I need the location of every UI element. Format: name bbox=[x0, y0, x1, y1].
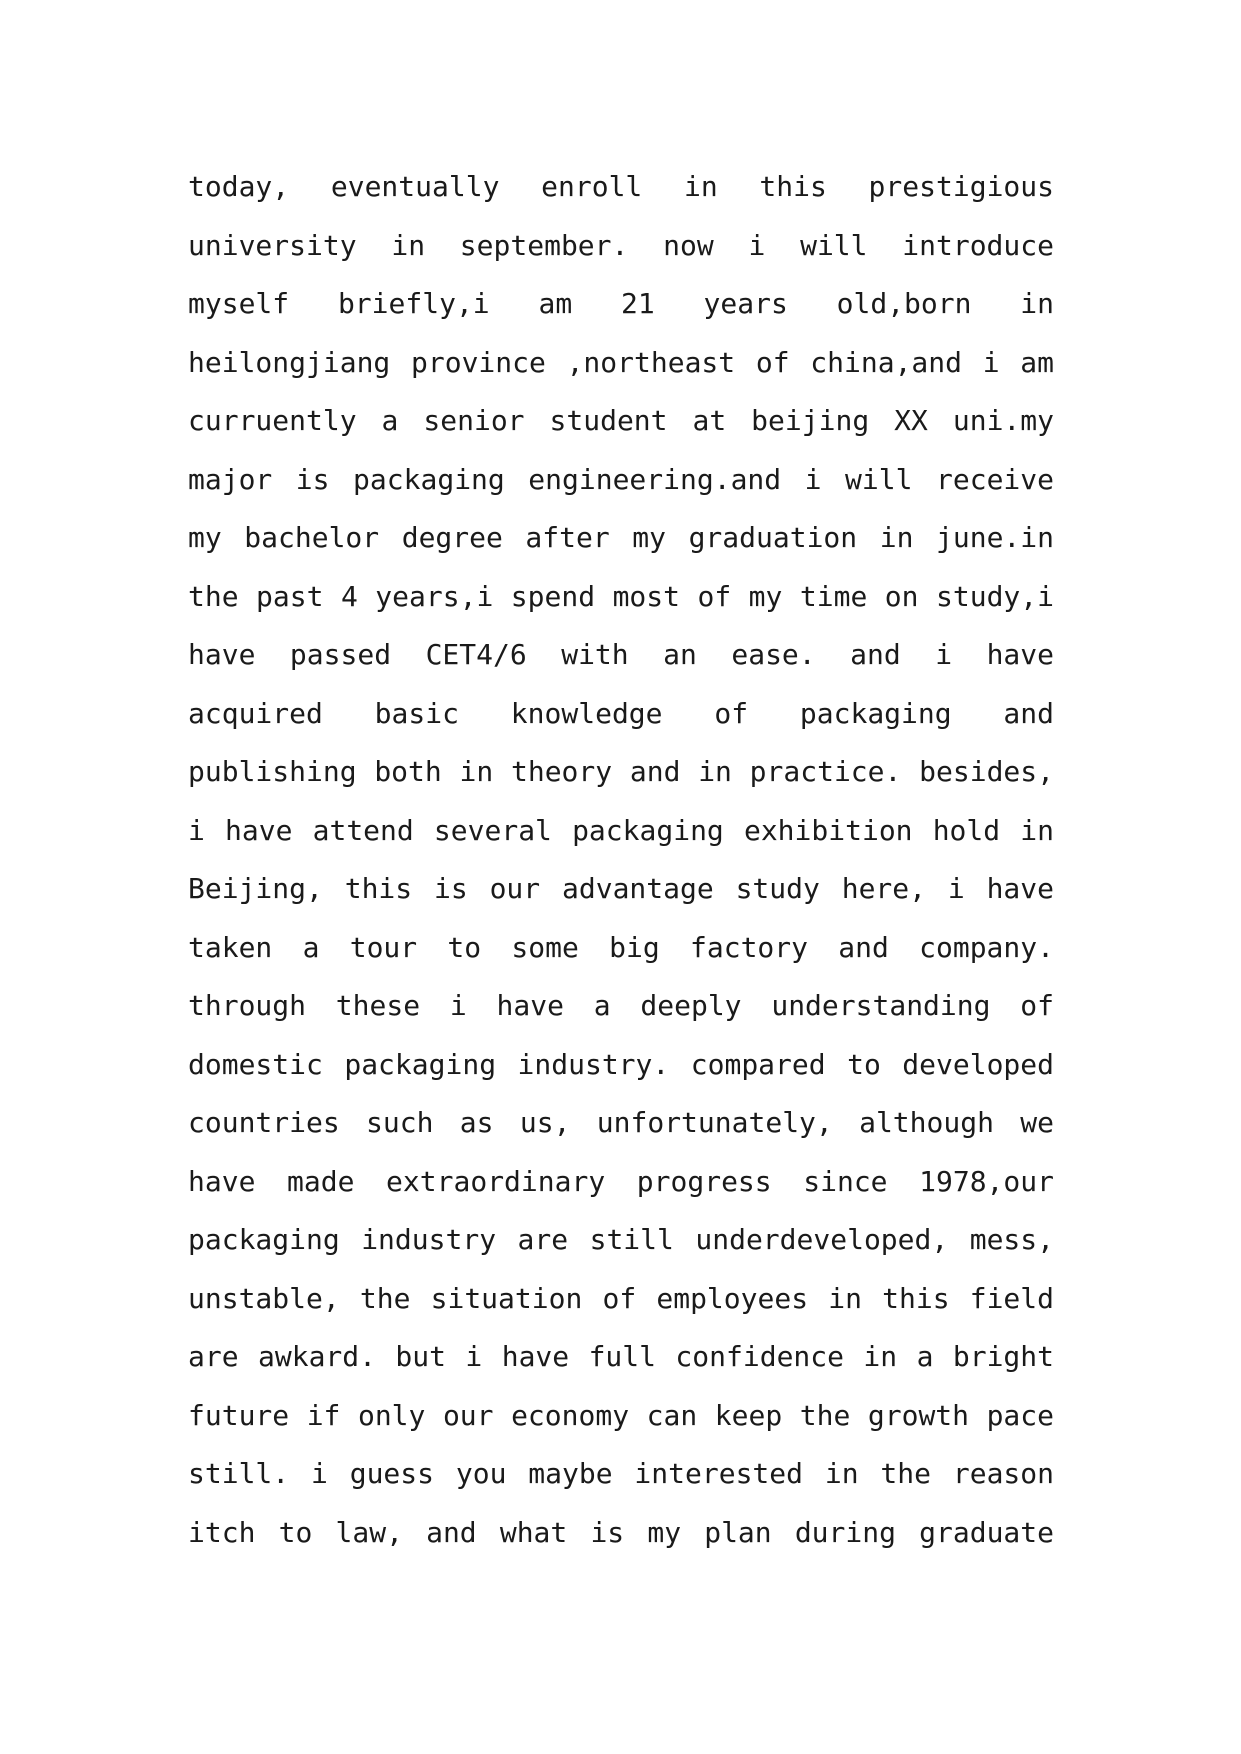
text-line: my bachelor degree after my graduation in june.in bbox=[188, 521, 1054, 554]
text-line: the past 4 years,i spend most of my time on study,i bbox=[188, 579, 1054, 613]
text-line: through these i have a deeply understanding of bbox=[188, 989, 1054, 1022]
text-line: university in september. now i will introduce bbox=[188, 228, 1054, 262]
text-line: today, eventually enroll in this prestigious bbox=[188, 170, 1054, 203]
text-line: unstable, the situation of employees in this field bbox=[188, 1281, 1054, 1315]
body-text bbox=[188, 162, 1054, 1566]
text-line: myself briefly,i am 21 years old,born in bbox=[188, 287, 1054, 320]
text-line: major is packaging engineering.and i will receive bbox=[188, 462, 1054, 496]
text-line: have passed CET4/6 with an ease. and i have bbox=[188, 638, 1054, 671]
text-line: have made extraordinary progress since 1978,our bbox=[188, 1164, 1054, 1198]
text-line: domestic packaging industry. compared to developed bbox=[188, 1047, 1054, 1081]
text-line: countries such as us, unfortunately, although we bbox=[188, 1106, 1054, 1139]
text-line: future if only our economy can keep the growth pace bbox=[188, 1398, 1054, 1432]
text-line: acquired basic knowledge of packaging and bbox=[188, 696, 1054, 730]
text-line: publishing both in theory and in practice. besides, bbox=[188, 755, 1054, 788]
text-line: itch to law, and what is my plan during graduate bbox=[188, 1515, 1054, 1549]
text-line: taken a tour to some big factory and company. bbox=[188, 930, 1054, 964]
text-line: are awkard. but i have full confidence in a bright bbox=[188, 1340, 1054, 1373]
text-line: curruently a senior student at beijing XX uni.my bbox=[188, 404, 1054, 437]
text-line: still. i guess you maybe interested in the reason bbox=[188, 1457, 1054, 1490]
text-line: packaging industry are still underdeveloped, mess, bbox=[188, 1223, 1054, 1256]
text-line: heilongjiang province ,northeast of china,and i am bbox=[188, 345, 1054, 379]
text-line: i have attend several packaging exhibition hold in bbox=[188, 813, 1054, 847]
text-line: Beijing, this is our advantage study here, i have bbox=[188, 872, 1054, 905]
